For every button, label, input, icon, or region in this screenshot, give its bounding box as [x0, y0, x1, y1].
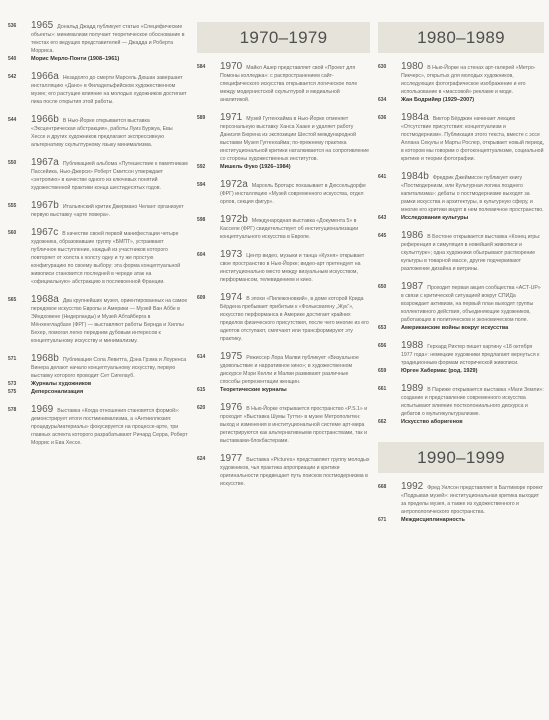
timeline-entry [197, 251, 370, 284]
biography-name: Жан Бодрийяр (1929–2007) [401, 97, 475, 103]
page-number: 575 [8, 389, 17, 395]
entry-text [31, 296, 188, 345]
entry-text [220, 294, 370, 343]
entry-description: Незадолго до смерти Марсель Дюшан завершает инсталляцию «Дано» в Филадельфийском художественном музее; его растущее влияние на молодых художников достигает пика после открытия этой работы. [31, 75, 187, 105]
entry-text [220, 63, 370, 104]
entry-body [220, 63, 370, 104]
page-number: 659 [378, 368, 387, 374]
page-number: 641 [378, 174, 387, 180]
entry-text [220, 353, 370, 386]
page-number: 536 [8, 23, 17, 29]
timeline-entry [8, 355, 188, 380]
entry-year: 1989 [401, 383, 424, 394]
entry-description: В Париже открывается выставка «Маги Земли»: создание и представление современного искусства испытывают влияние постколониального дискурса и дебатов о мультикультурализме. [401, 387, 544, 417]
entry-year: 1992 [401, 481, 424, 492]
page-number: 671 [378, 517, 387, 523]
entry-description: Выставка «Когда отношения становятся формой»: демонстрирует итоги постминимализма, а «Антииллюзия: процедуры/материалы» фокусируется на процессе-арте, три главных аспекта которого разрабатывают Ричард Серра, Роберт Моррис и Ева Хессе. [31, 408, 188, 446]
entry-spacer [378, 524, 544, 534]
timeline-entry [8, 229, 188, 286]
entry-description: Виктор Бёрджин начинает лекцию «Отсутствие присутствия: концептуализм и постмодернизм». Публикация этого текста, вместе с эссе Аллана Секулы и Марты Рослер, открывает новый период, в котором мы говорим о фотоконцептуализме, социальной критике и теории фотографии. [401, 116, 544, 162]
entry-year: 1972b [220, 214, 248, 225]
page-number: 555 [8, 203, 17, 209]
page-number: 630 [378, 64, 387, 70]
entry-body [401, 173, 544, 214]
entry-text [401, 232, 544, 273]
entry-body [220, 216, 370, 241]
entry-body [31, 202, 188, 219]
entry-body [220, 353, 370, 386]
entry-year: 1984b [401, 171, 429, 182]
page-number: 634 [378, 97, 387, 103]
entry-body [401, 385, 544, 418]
column-1980s-1990s [378, 22, 544, 534]
biography-reference [8, 55, 188, 63]
timeline-entry [378, 283, 544, 324]
entry-text [220, 455, 370, 488]
entry-description: В Бостоне открывается выставка «Конец игры: референция и симуляция в новейшей живописи и скульптуре»; одна художники обыгрывают растворение культуры в товарной массе, другие подчеркивают разложение дизайна и витрины. [401, 234, 541, 272]
entry-description: Дональд Джадд публикует статью «Специфические объекты»: минимализм получает теоретическое обоснование в текстах его ведущих представителей — Джадда и Роберта Морриса. [31, 24, 185, 54]
timeline-entry [8, 202, 188, 219]
entry-spacer [378, 426, 544, 436]
page-number: 653 [378, 325, 387, 331]
timeline-entry [197, 404, 370, 445]
entry-description: Музей Гуггенхайма в Нью-Йорке отменяет персональную выставку Ханса Хааке и удаляет работу Даниэля Бюрена из экспозиции Шестой международной выставки Музея Гуггенхайма; по-прежнему практика институциональной критики наталкивается на сопротивление со стороны художественных институтов. [220, 116, 370, 162]
biography-name: Мишель Фуко (1926–1984) [220, 164, 291, 170]
entry-text [31, 159, 188, 192]
page-number: 542 [8, 74, 17, 80]
page-number: 636 [378, 115, 387, 121]
entry-year: 1971 [220, 112, 243, 123]
timeline-entry [378, 114, 544, 163]
entry-description: Публикации Сола Левитта, Дэна Грэма и Лоуренса Винера делают начало концептуальному искусству, первую выставку которого проводит Сет Сигелауб. [31, 357, 187, 379]
entry-description: Герхард Рихтер пишет картину «18 октября 1977 года»: немецкие художники предлагают вернуться к традиционным формам исторической живописи. [401, 344, 540, 366]
page-number: 540 [8, 56, 17, 62]
page-number: 650 [378, 284, 387, 290]
page-number: 656 [378, 343, 387, 349]
biography-reference [197, 163, 370, 171]
topic-label: Искусство аборигенов [401, 419, 463, 425]
entry-year: 1980 [401, 61, 424, 72]
entry-text [220, 181, 370, 206]
entry-spacer [197, 488, 370, 498]
entry-body [401, 63, 544, 96]
entry-year: 1969 [31, 404, 54, 415]
biography-name: Морис Мерло-Понти (1908–1961) [31, 56, 120, 62]
topic-reference [8, 388, 188, 396]
entry-text [220, 216, 370, 241]
entry-text [401, 342, 544, 367]
entry-body [31, 355, 188, 380]
entry-body [220, 251, 370, 284]
page-number: 592 [197, 164, 206, 170]
entry-text [401, 173, 544, 214]
page-number: 578 [8, 407, 17, 413]
entry-body [401, 342, 544, 367]
topic-reference [378, 324, 544, 332]
entry-spacer [8, 447, 188, 457]
entry-description: Проходит первая акция сообщества «ACT-UP» в связи с критической ситуацией вокруг СПИДа возрождает активизм, на первый план выходят группы коллективного действия, объединяющие художников, работающих в политическом и экономическом поле. [401, 285, 541, 323]
timeline-entry [8, 22, 188, 55]
entry-text [31, 22, 188, 55]
timeline-entry [197, 294, 370, 343]
entry-body [31, 73, 188, 106]
entry-text [220, 114, 370, 163]
timeline-entry [378, 342, 544, 367]
entry-body [220, 404, 370, 445]
entry-description: Выставка «Pictures» представляет группу молодых художников, чья практика апроприации и критики оригинальности предвещает путь поисков постмодернизма в искусстве. [220, 457, 370, 487]
topic-reference [378, 214, 544, 222]
entry-description: Публикацией альбома «Путешествие к памятникам Пассейика, Нью-Джерси» Роберт Смитсон утверждает «энтропию» в качестве одного из ключевых понятий художественной практики конца шестидесятых годов. [31, 161, 188, 191]
timeline-entry [197, 455, 370, 488]
entry-text [31, 355, 188, 380]
entry-description: Режиссер Лора Малви публикует «Визуальное удовольствие и нарративное кино»; в художественном дискурсе Мэри Келли и Малви развивают различные способы репрезентации женщин. [220, 355, 359, 385]
timeline-entry [8, 296, 188, 345]
entry-text [401, 483, 544, 516]
entry-text [31, 116, 188, 149]
page-number: 589 [197, 115, 206, 121]
entry-year: 1984a [401, 112, 429, 123]
page-number: 594 [197, 182, 206, 188]
page-number: 624 [197, 456, 206, 462]
entry-description: Центр видео, музыки и танца «Кухня» открывает свое пространство в Нью-Йорке; видео-арт претендует на институционально место между визуальным искусством, перформансом, телевидением и кино. [220, 253, 365, 283]
entry-description: Марсель Бротарс показывает в Дюссельдорфе (ФРГ) инсталляцию «Музей современного искусства, отдел орлов, секция фигур». [220, 183, 366, 205]
entry-year: 1975 [220, 351, 243, 362]
entry-description: Два крупнейших музея, ориентированных на самое передовое искусство Европы и Америки — Музей Ван Аббе в Эйндховене (Нидерланды) и Музей Абтайберга в Мёнхенгладбахе (ФРГ) — выставляют работы Бернда и Хиллы Бехер, помогая легко передним дубовым интересов к концептуальному искусству и минимализму. [31, 298, 188, 344]
entry-body [31, 159, 188, 192]
page-number: 620 [197, 405, 206, 411]
page-number: 560 [8, 230, 17, 236]
entry-text [401, 63, 544, 96]
page-number: 615 [197, 387, 206, 393]
page-number: 604 [197, 252, 206, 258]
page-number: 565 [8, 297, 17, 303]
entry-year: 1966a [31, 71, 59, 82]
page-number: 661 [378, 386, 387, 392]
entry-year: 1986 [401, 230, 424, 241]
page-number: 550 [8, 160, 17, 166]
topic-label: Деперсонализация [31, 389, 84, 395]
biography-reference [378, 367, 544, 375]
entry-description: Международная выставка «Документа 5» в Касселе (ФРГ) свидетельствует об институционализации концептуального искусства в Европе. [220, 218, 359, 240]
timeline-entry [378, 483, 544, 516]
entry-description: Фред Уилсон представляет в Балтиморе проект «Подрывая музей»: институциональная критика выходит за пределы музея, а также из художественного и антропологического пространства. [401, 485, 544, 515]
topic-label: Американские войны вокруг искусства [401, 325, 509, 331]
topic-reference [378, 418, 544, 426]
entry-body [401, 483, 544, 516]
entry-body [31, 229, 188, 286]
entry-text [401, 385, 544, 418]
entry-body [31, 406, 188, 447]
page-number: 573 [8, 381, 17, 387]
entry-year: 1977 [220, 453, 243, 464]
entry-year: 1965 [31, 20, 54, 31]
page-number: 598 [197, 217, 206, 223]
entry-year: 1966b [31, 114, 59, 125]
entry-description: В Нью-Йорке на стенах арт-галерей «Метро-Пикчерс», открытых для молодых художников, исследующих фотографическое изображение и его использование в «массовой» рекламе и моде. [401, 65, 536, 95]
entry-body [220, 114, 370, 163]
entry-description: В качестве своей первой манифестации четыре художника, образовавшие группу «БМПТ», устраивают публичное выступление, каждый из участников которого повторяет от холста к холсту одну и ту же простую конфигурацию по своему выбору: эта форма концептуальной живописи становится последней в череде атак на «официальную» абстракцию в послевоенной Франции. [31, 231, 181, 285]
entry-description: В Нью-Йорке открывается пространство «P.S.1» и проходит «Выставка Шумы Тутти» в музее Метрополитен: выход и изменения в институциональной системе арт-мира регистрируются как альтернативными пространствами, так и выставками-блокбастерами. [220, 406, 368, 444]
entry-year: 1968b [31, 353, 59, 364]
topic-label: Исследования культуры [401, 215, 469, 221]
entry-body [220, 294, 370, 343]
entry-description: Майкл Ашер представляет свой «Проект для Помоны колледжа»: с распространением сайт-специфического искусства открывается логическое поле между модернистской скульптурой и медиальной аналитикой. [220, 65, 358, 103]
entry-year: 1968a [31, 294, 59, 305]
timeline-entry [197, 114, 370, 163]
entry-year: 1973 [220, 249, 243, 260]
entry-text [31, 406, 188, 447]
timeline-entry [378, 385, 544, 418]
entry-text [220, 404, 370, 445]
page-number: 645 [378, 233, 387, 239]
timeline-entry [8, 116, 188, 149]
entry-body [31, 116, 188, 149]
topic-reference [8, 380, 188, 388]
entry-body [220, 181, 370, 206]
decade-header: 1970–1979 [197, 22, 370, 53]
timeline-entry [8, 73, 188, 106]
entry-body [31, 22, 188, 55]
page-number: 614 [197, 354, 206, 360]
timeline-entry [378, 63, 544, 96]
entry-description: Итальянский критик Джермано Челант организует первую выставку «арте повера». [31, 204, 184, 218]
entry-year: 1976 [220, 402, 243, 413]
entry-year: 1972a [220, 179, 248, 190]
topic-reference [197, 386, 370, 394]
page-number: 544 [8, 117, 17, 123]
entry-year: 1987 [401, 281, 424, 292]
topic-label: Междисциплинарность [401, 517, 465, 523]
entry-description: Фредрик Джеймисон публикует книгу «Постмодернизм, или Культурная логика позднего капитализма»: дебаты о постмодернизме выходят за рамки искусства и архитектуры, в культурную сферу, и многие его критики видят в нем полемичное пространство. [401, 175, 544, 213]
entry-body [220, 455, 370, 488]
page-number: 662 [378, 419, 387, 425]
entry-text [220, 251, 370, 284]
timeline-entry [8, 406, 188, 447]
biography-name: Юрген Хабермас (род. 1929) [401, 368, 478, 374]
entry-body [401, 232, 544, 273]
entry-body [401, 114, 544, 163]
timeline-entry [197, 353, 370, 386]
timeline-entry [197, 181, 370, 206]
entry-year: 1970 [220, 61, 243, 72]
decade-header: 1980–1989 [378, 22, 544, 53]
column-1970s [197, 22, 370, 498]
entry-year: 1967a [31, 157, 59, 168]
entry-year: 1967b [31, 200, 59, 211]
decade-header: 1990–1999 [378, 442, 544, 473]
entry-body [401, 283, 544, 324]
page-number: 643 [378, 215, 387, 221]
timeline-entry [197, 63, 370, 104]
topic-label: Теоретические журналы [220, 387, 287, 393]
entry-year: 1988 [401, 340, 424, 351]
entry-text [31, 229, 188, 286]
entry-text [401, 114, 544, 163]
page-number: 609 [197, 295, 206, 301]
entry-text [31, 73, 188, 106]
timeline-entry [378, 173, 544, 214]
page-number: 584 [197, 64, 206, 70]
timeline-entry [378, 232, 544, 273]
entry-text [31, 202, 188, 219]
entry-text [401, 283, 544, 324]
entry-description: В Нью-Йорке открывается выставка «Эксцентрическая абстракция», работы Луиз Буржуа, Евы Хессе и других художников предлагают экспрессивную альтернативу скульптурному языку минимализма. [31, 118, 173, 148]
page-number: 571 [8, 356, 17, 362]
entry-description: В эпохи «Пилежоновкий», в доме которой Крида Бёрдена пребывает прибитым к «Фольксвагену „Жук“», искусство перформанса в Америке достигает крайних пределов физического присутствия, после чего многие из его адептов отступают, смягчают или трансформируют эту практику. [220, 296, 369, 342]
biography-reference [378, 96, 544, 104]
topic-label: Журналы художников [31, 381, 92, 387]
timeline-entry [8, 159, 188, 192]
timeline-entry [197, 216, 370, 241]
topic-reference [378, 516, 544, 524]
page-number: 668 [378, 484, 387, 490]
entry-year: 1967c [31, 227, 59, 238]
entry-year: 1974 [220, 292, 243, 303]
column-1960s [8, 22, 188, 457]
entry-body [31, 296, 188, 345]
